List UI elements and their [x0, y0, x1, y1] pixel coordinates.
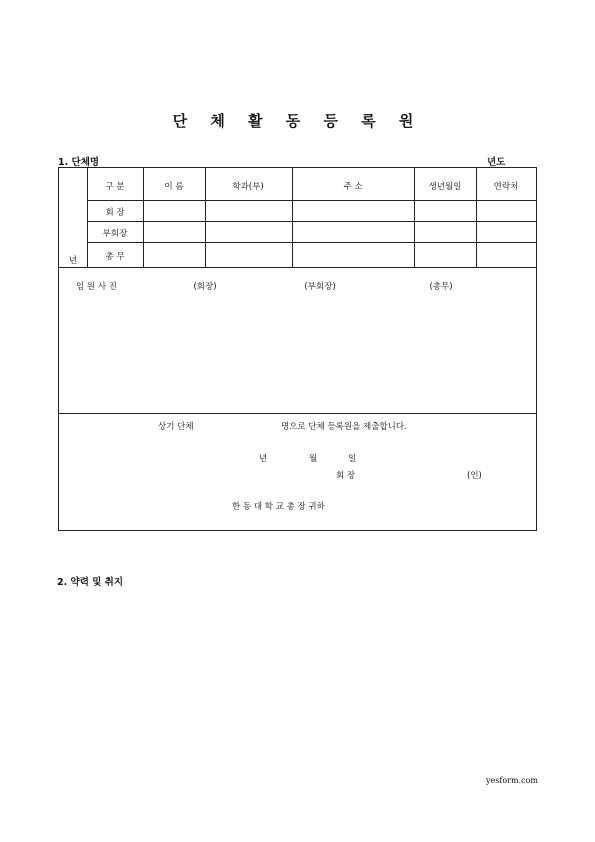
header-department: 학과(부): [232, 182, 264, 192]
seal-mark: (인): [467, 471, 482, 481]
footer-watermark: yesform.com: [486, 776, 538, 785]
row-divider: [87, 200, 537, 201]
column-divider: [292, 167, 293, 267]
document-title: 단 체 활 동 등 록 원: [172, 112, 423, 130]
header-contact: 연락처: [493, 182, 519, 192]
addressee: 한 동 대 학 교 총 장 귀하: [232, 502, 325, 512]
section-2-label: 2. 약력 및 취지: [57, 577, 124, 588]
signer-president: 회 장: [336, 471, 356, 481]
header-address: 주 소: [343, 182, 363, 192]
header-category: 구 분: [105, 182, 125, 192]
submission-suffix: 명으로 단체 등록원을 제출합니다.: [281, 422, 407, 432]
side-year-label: 년: [68, 256, 78, 266]
table-bottom-line: [58, 267, 537, 268]
date-day: 일: [348, 454, 357, 464]
photo-caption-president: (회장): [193, 282, 217, 292]
year-label: 년도: [487, 157, 506, 168]
photo-caption-general-affairs: (총무): [429, 282, 453, 292]
side-column-divider: [87, 167, 88, 267]
header-name: 이 름: [164, 182, 184, 192]
column-divider: [476, 167, 477, 267]
officer-photo-label: 임 원 사 진: [76, 282, 117, 292]
column-divider: [205, 167, 206, 267]
date-month: 월: [309, 454, 318, 464]
column-divider: [414, 167, 415, 267]
column-divider: [143, 167, 144, 267]
photo-bottom-line: [58, 413, 537, 414]
submission-prefix: 상기 단체: [158, 422, 194, 432]
section-1-label: 1. 단체명: [58, 157, 100, 168]
header-birthdate: 생년월일: [428, 182, 462, 192]
row-label-general-affairs: 총 무: [105, 252, 125, 262]
row-label-president: 회 장: [105, 208, 125, 218]
row-divider: [87, 221, 537, 222]
photo-caption-vice-president: (부회장): [304, 282, 336, 292]
row-divider: [87, 242, 537, 243]
row-label-vice-president: 부회장: [102, 229, 128, 239]
date-year: 년: [259, 454, 268, 464]
